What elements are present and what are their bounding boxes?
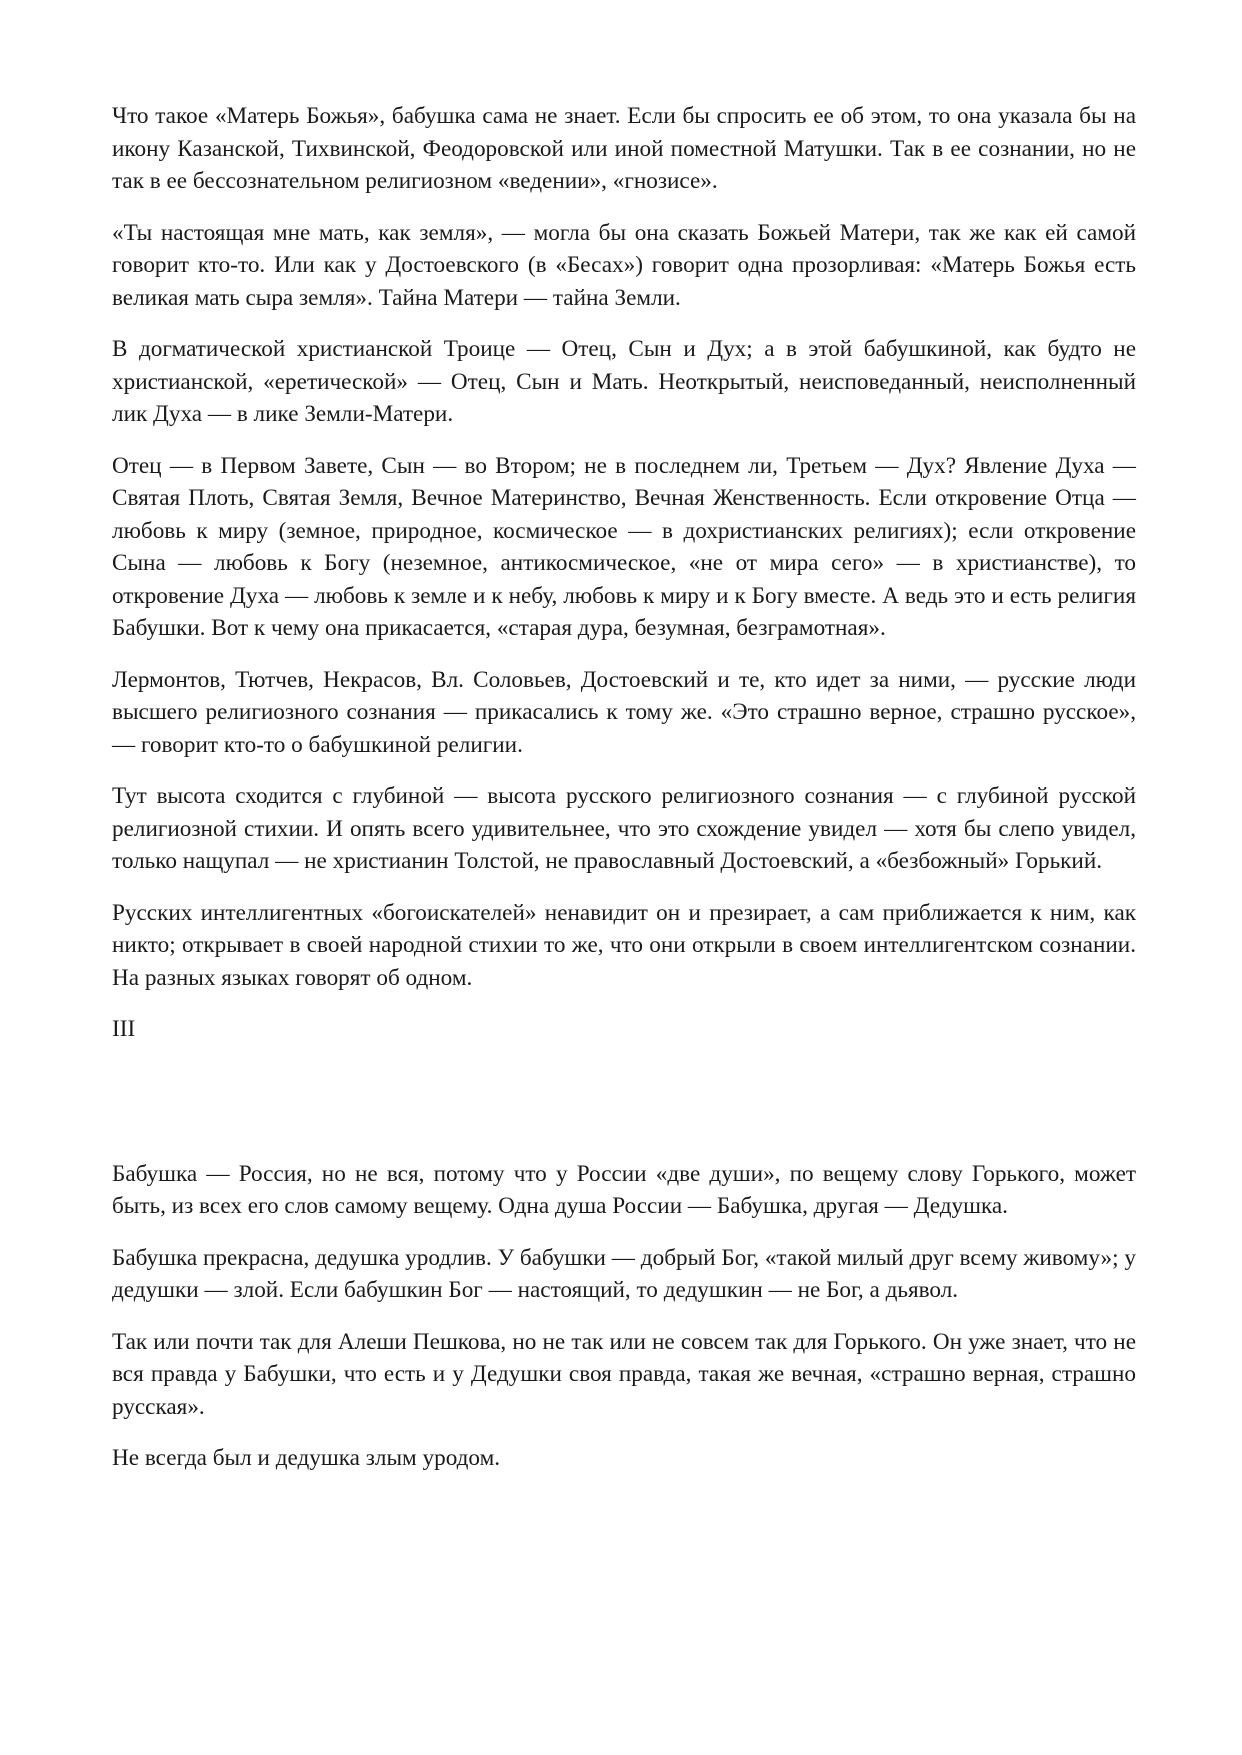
- paragraph: Лермонтов, Тютчев, Некрасов, Вл. Соловьев, Достоевский и те, кто идет за ними, — русские люди высшего религиозного сознания — прикасались к тому же. «Это страшно верное, страшно русское», — говорит кто-то о бабушкиной религии.: [112, 666, 1136, 758]
- paragraph: Русских интеллигентных «богоискателей» ненавидит он и презирает, а сам приближается к ним, как никто; открывает в своей народной стихии то же, что они открыли в своем интеллигентском сознании. На разных языках говорят об одном.: [112, 899, 1136, 991]
- paragraph: Тут высота сходится с глубиной — высота русского религиозного сознания — с глубиной русской религиозной стихии. И опять всего удивительнее, что это схождение увидел — хотя бы слепо увидел, только нащупал — не христианин Толстой, не православный Достоевский, а «безбожный» Горький.: [112, 783, 1136, 874]
- document-page: [112, 100, 1136, 1494]
- paragraph: Не всегда был и дедушка злым уродом.: [112, 1445, 501, 1471]
- paragraph: Так или почти так для Алеши Пешкова, но не так или не совсем так для Горького. Он уже знает, что не вся правда у Бабушки, что есть и у Дедушки своя правда, такая же вечная, «страшно верная, страшно русская».: [112, 1328, 1136, 1420]
- paragraph: Бабушка — Россия, но не вся, потому что у России «две души», по вещему слову Горького, может быть, из всех его слов самому вещему. Одна душа России — Бабушка, другая — Дедушка.: [112, 1160, 1136, 1219]
- section-heading: III: [112, 1016, 136, 1042]
- paragraph: «Ты настоящая мне мать, как земля», — могла бы она сказать Божьей Матери, так же как ей самой говорит кто-то. Или как у Достоевского (в «Бесах») говорит одна прозорливая: «Матерь Божья есть великая мать сыра земля». Тайна Матери — тайна Земли.: [112, 219, 1136, 311]
- paragraph: Что такое «Матерь Божья», бабушка сама не знает. Если бы спросить ее об этом, то она указала бы на икону Казанской, Тихвинской, Феодоровской или иной поместной Матушки. Так в ее сознании, но не так в ее бессознательном религиозном «ведении», «гнозисе».: [112, 103, 1136, 194]
- paragraph: Бабушка прекрасна, дедушка уродлив. У бабушки — добрый Бог, «такой милый друг всему живому»; у дедушки — злой. Если бабушкин Бог — настоящий, то дедушкин — не Бог, а дьявол.: [112, 1244, 1136, 1303]
- paragraph: В догматической христианской Троице — Отец, Сын и Дух; а в этой бабушкиной, как будто не христианской, «еретической» — Отец, Сын и Мать. Неоткрытый, неисповеданный, неисполненный лик Духа — в лике Земли-Матери.: [112, 336, 1136, 427]
- paragraph: Отец — в Первом Завете, Сын — во Втором; не в последнем ли, Третьем — Дух? Явление Духа — Святая Плоть, Святая Земля, Вечное Материнство, Вечная Женственность. Если откровение Отца — любовь к миру (земное, природное, космическое — в дохристианских религиях); если откровение Сына — любовь к Богу (неземное, антикосмическое, «не от мира сего» — в христианстве), то откровение Духа — любовь к земле и к небу, любовь к миру и к Богу вместе. А ведь это и есть религия Бабушки. Вот к чему она прикасается, «старая дура, безумная, безграмотная».: [112, 452, 1136, 641]
